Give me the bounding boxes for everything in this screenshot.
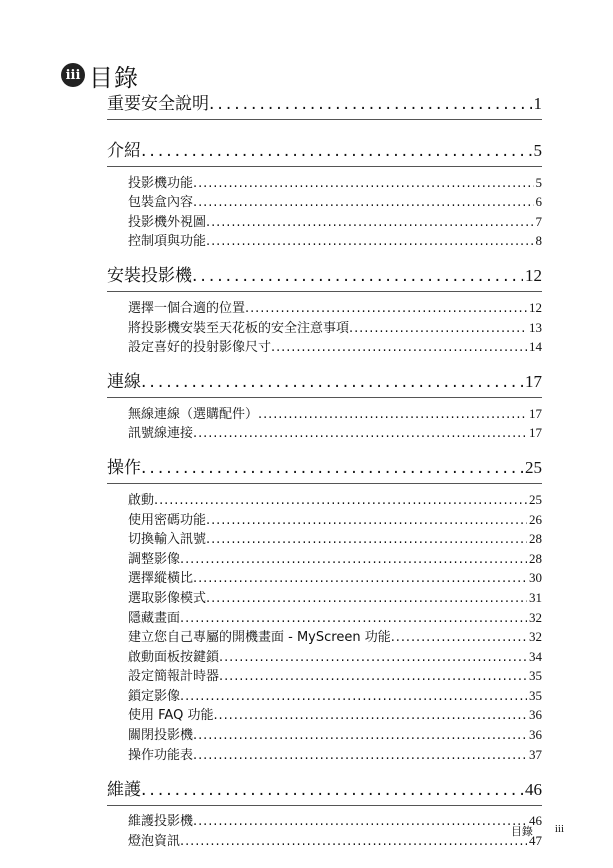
- toc-section: [107, 124, 542, 249]
- subsection-title: 啟動面板按鍵鎖: [128, 649, 220, 665]
- toc-subsection-entry[interactable]: [107, 528, 542, 548]
- section-divider: [107, 291, 542, 292]
- dot-leader: [245, 301, 527, 316]
- table-of-contents: [107, 88, 542, 849]
- subsection-title: 訊號線連接: [128, 426, 194, 442]
- subsection-page-number: 47: [529, 832, 542, 848]
- section-title: 連線: [107, 372, 141, 393]
- toc-subsection-entry[interactable]: [107, 171, 542, 191]
- page-footer: [511, 823, 564, 839]
- section-divider: [107, 397, 542, 398]
- subsection-title: 維護投影機: [128, 814, 194, 830]
- toc-subsection-entry[interactable]: [107, 829, 542, 849]
- toc-subsection-entry[interactable]: [107, 723, 542, 743]
- section-divider: [107, 119, 542, 120]
- toc-subsection-entry[interactable]: [107, 402, 542, 422]
- subsection-title: 設定喜好的投射影像尺寸: [128, 340, 272, 356]
- dot-leader: [193, 728, 527, 743]
- section-title: 維護: [107, 779, 141, 800]
- dot-leader: [180, 689, 527, 704]
- section-gap: [107, 763, 542, 774]
- toc-subsection-entry[interactable]: [107, 704, 542, 724]
- dot-leader: [141, 141, 532, 161]
- toc-section: [107, 441, 542, 762]
- toc-section-entry[interactable]: [107, 135, 542, 161]
- subsection-page-number: 35: [529, 668, 542, 684]
- subsection-page-number: 30: [529, 570, 542, 586]
- subsection-page-number: 36: [529, 707, 542, 723]
- subsection-page-number: 32: [529, 609, 542, 625]
- subsection-title: 切換輸入訊號: [128, 532, 207, 548]
- dot-leader: [206, 513, 527, 528]
- subsection-page-number: 6: [535, 194, 542, 210]
- toc-subsection-entry[interactable]: [107, 665, 542, 685]
- toc-subsection-entry[interactable]: [107, 488, 542, 508]
- dot-leader: [193, 748, 527, 763]
- toc-section-entry[interactable]: [107, 774, 542, 800]
- subsection-page-number: 13: [529, 319, 542, 335]
- subsection-title: 投影機外視圖: [128, 214, 207, 230]
- subsection-page-number: 28: [529, 531, 542, 547]
- toc-section-entry[interactable]: [107, 88, 542, 114]
- toc-header: [61, 60, 139, 90]
- toc-section-entry[interactable]: [107, 366, 542, 392]
- toc-subsection-entry[interactable]: [107, 191, 542, 211]
- section-title: 安裝投影機: [107, 266, 192, 287]
- dot-leader: [193, 571, 527, 586]
- toc-subsection-entry[interactable]: [107, 626, 542, 646]
- subsection-page-number: 34: [529, 648, 542, 664]
- toc-subsection-entry[interactable]: [107, 210, 542, 230]
- dot-leader: [141, 458, 523, 478]
- section-page-number: 17: [525, 372, 542, 392]
- toc-section: [107, 88, 542, 120]
- subsection-page-number: 12: [529, 299, 542, 315]
- subsection-title: 鎖定影像: [128, 688, 181, 704]
- subsection-title: 投影機功能: [128, 175, 194, 191]
- toc-subsection-entry[interactable]: [107, 606, 542, 626]
- section-page-number: 25: [525, 458, 542, 478]
- toc-subsection-entry[interactable]: [107, 743, 542, 763]
- subsection-page-number: 32: [529, 629, 542, 645]
- dot-leader: [219, 650, 527, 665]
- section-page-number: 46: [525, 779, 542, 799]
- subsection-title: 操作功能表: [128, 747, 194, 763]
- dot-leader: [258, 407, 527, 422]
- footer-page-number: iii: [554, 823, 564, 835]
- toc-subsection-entry[interactable]: [107, 508, 542, 528]
- section-title: 介紹: [107, 141, 141, 161]
- toc-subsection-entry[interactable]: [107, 230, 542, 250]
- subsection-title: 使用 FAQ 功能: [128, 708, 214, 724]
- toc-badge-icon: iii: [61, 63, 85, 87]
- subsection-page-number: 25: [529, 491, 542, 507]
- dot-leader: [141, 372, 523, 392]
- dot-leader: [193, 426, 527, 441]
- subsection-title: 設定簡報計時器: [128, 669, 220, 685]
- dot-leader: [154, 493, 527, 508]
- section-page-number: 5: [533, 141, 542, 160]
- section-divider: [107, 483, 542, 484]
- dot-leader: [180, 611, 527, 626]
- subsection-title: 包裝盒內容: [128, 195, 194, 211]
- section-gap: [107, 124, 542, 135]
- subsection-page-number: 46: [529, 813, 542, 829]
- dot-leader: [206, 234, 533, 249]
- dot-leader: [219, 669, 527, 684]
- section-gap: [107, 441, 542, 452]
- subsection-page-number: 26: [529, 511, 542, 527]
- subsection-title: 燈泡資訊: [128, 833, 181, 849]
- toc-section: [107, 355, 542, 441]
- toc-section-entry[interactable]: [107, 452, 542, 478]
- section-page-number: 12: [525, 266, 542, 286]
- section-divider: [107, 805, 542, 806]
- footer-section-label: 目錄: [510, 825, 533, 838]
- dot-leader: [349, 321, 527, 336]
- toc-section-entry[interactable]: [107, 260, 542, 286]
- dot-leader: [206, 591, 527, 606]
- dot-leader: [206, 532, 527, 547]
- subsection-page-number: 31: [529, 589, 542, 605]
- subsection-title: 選取影像模式: [128, 590, 207, 606]
- dot-leader: [213, 708, 527, 723]
- toc-subsection-entry[interactable]: [107, 645, 542, 665]
- dot-leader: [271, 340, 527, 355]
- section-page-number: 1: [533, 94, 542, 113]
- toc-subsection-entry[interactable]: [107, 567, 542, 587]
- subsection-page-number: 37: [529, 746, 542, 762]
- subsection-page-number: 35: [529, 687, 542, 703]
- toc-subsection-entry[interactable]: [107, 547, 542, 567]
- subsection-title: 選擇縱橫比: [128, 571, 194, 587]
- dot-leader: [193, 195, 533, 210]
- page-title: 目錄: [89, 63, 139, 92]
- section-title: 重要安全說明: [107, 94, 209, 114]
- subsection-title: 無線連線（選購配件）: [128, 406, 259, 422]
- dot-leader: [180, 834, 527, 849]
- subsection-page-number: 17: [529, 405, 542, 421]
- subsection-page-number: 14: [529, 339, 542, 355]
- toc-subsection-entry[interactable]: [107, 296, 542, 316]
- subsection-page-number: 8: [535, 233, 542, 249]
- toc-subsection-entry[interactable]: [107, 422, 542, 442]
- section-gap: [107, 249, 542, 260]
- section-divider: [107, 166, 542, 167]
- toc-subsection-entry[interactable]: [107, 586, 542, 606]
- dot-leader: [193, 176, 533, 191]
- dot-leader: [180, 552, 527, 567]
- subsection-page-number: 17: [529, 425, 542, 441]
- subsection-title: 將投影機安裝至天花板的安全注意事項: [128, 320, 350, 336]
- dot-leader: [206, 215, 533, 230]
- toc-subsection-entry[interactable]: [107, 810, 542, 830]
- toc-subsection-entry[interactable]: [107, 336, 542, 356]
- subsection-title: 隱藏畫面: [128, 610, 181, 626]
- dot-leader: [209, 94, 532, 114]
- subsection-title: 啟動: [128, 492, 155, 508]
- toc-section: [107, 763, 542, 849]
- toc-section: [107, 249, 542, 355]
- subsection-page-number: 28: [529, 550, 542, 566]
- subsection-page-number: 5: [535, 174, 542, 190]
- dot-leader: [391, 630, 527, 645]
- subsection-title: 建立您自己專屬的開機畫面 - MyScreen 功能: [128, 630, 391, 646]
- subsection-title: 調整影像: [128, 551, 181, 567]
- subsection-title: 使用密碼功能: [128, 512, 207, 528]
- dot-leader: [193, 814, 527, 829]
- dot-leader: [141, 780, 523, 800]
- subsection-title: 選擇一個合適的位置: [128, 300, 246, 316]
- subsection-page-number: 7: [535, 213, 542, 229]
- section-title: 操作: [107, 458, 141, 479]
- dot-leader: [192, 266, 523, 286]
- subsection-page-number: 36: [529, 727, 542, 743]
- subsection-title: 關閉投影機: [128, 728, 194, 744]
- section-gap: [107, 355, 542, 366]
- subsection-title: 控制項與功能: [128, 234, 207, 250]
- toc-subsection-entry[interactable]: [107, 316, 542, 336]
- toc-subsection-entry[interactable]: [107, 684, 542, 704]
